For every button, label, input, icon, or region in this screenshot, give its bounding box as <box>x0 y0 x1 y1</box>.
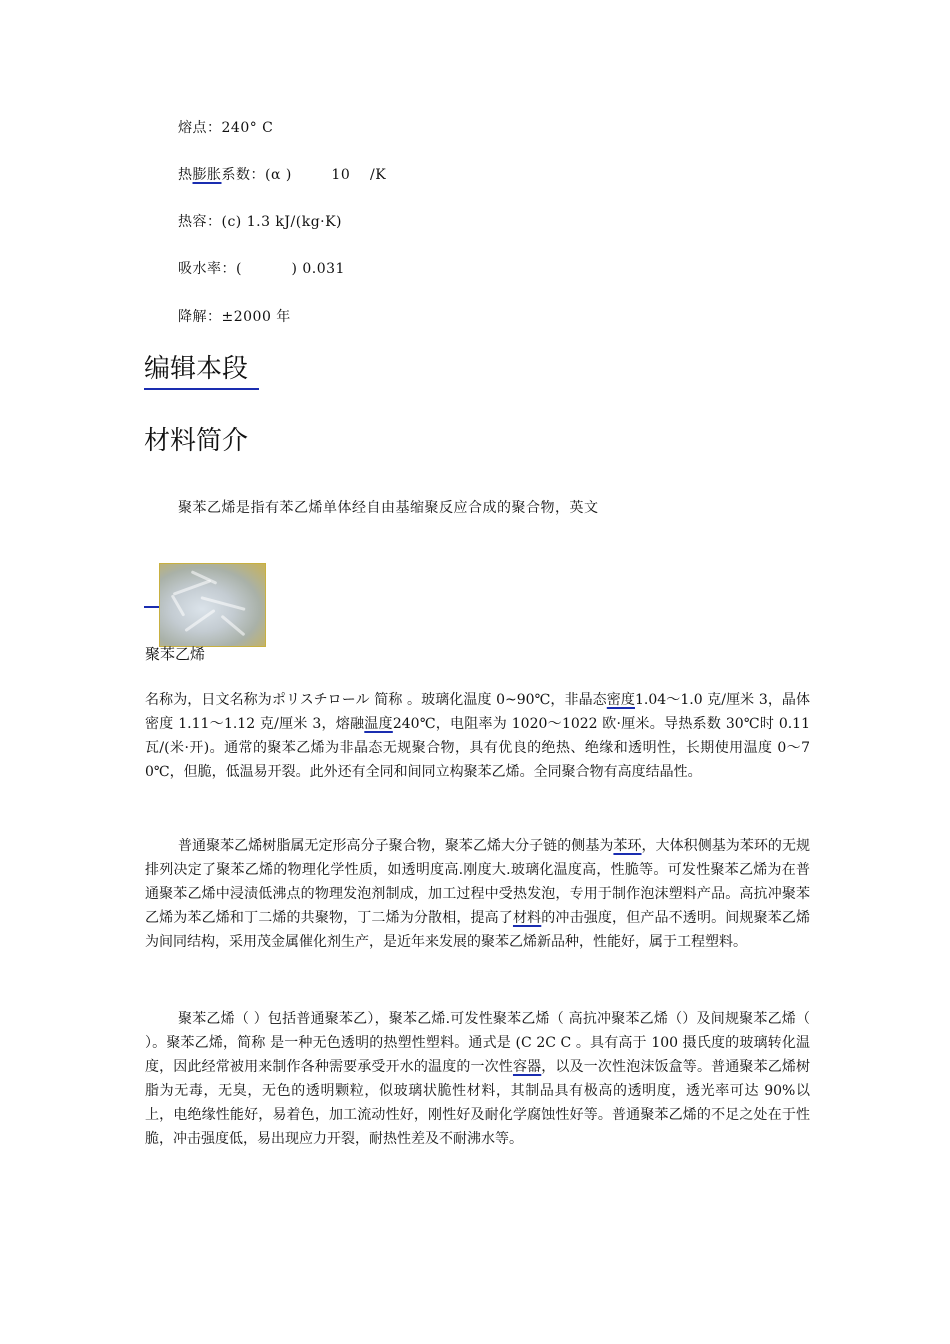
image-link-underline <box>144 606 159 608</box>
link-container[interactable]: 容器 <box>512 1059 542 1075</box>
property-label: 降解： <box>178 309 222 325</box>
property-value: 240° C <box>221 120 274 136</box>
edit-section-link[interactable]: 编辑本段 <box>144 354 249 384</box>
link-benzene-ring[interactable]: 苯环 <box>613 838 642 854</box>
property-melting-point <box>178 117 273 139</box>
property-value: ±2000 年 <box>221 309 291 325</box>
paragraph-text: 的冲击强度，但产品不透明。间规聚苯乙烯为间同结构，采用茂金属催化剂生产，是近年来发展的聚苯乙烯新品种，性能好，属于工程塑料。 <box>145 910 811 950</box>
image-caption: 聚苯乙烯 <box>145 645 206 663</box>
property-water-absorption <box>178 258 345 280</box>
property-label: 熔点： <box>178 120 222 136</box>
link-density[interactable]: 密度 <box>606 692 635 708</box>
paragraph-2 <box>145 834 810 954</box>
paragraph-1 <box>145 688 810 784</box>
property-thermal-expansion <box>178 164 386 186</box>
property-value: (α ) 10 /K <box>265 167 387 183</box>
property-label: 吸水率： <box>178 261 236 277</box>
link-temperature[interactable]: 温度 <box>364 716 393 732</box>
paragraph-text: ，以及一次性泡沫饭盒等。普通聚苯乙烯树脂为无毒，无臭，无色的透明颗粒，似玻璃状脆性材料，其制品具有极高的透明度，透光率可达 90%以上，电绝缘性能好，易着色，加工流动性好，刚性好及耐化学腐蚀性好等。普通聚苯乙烯的不足之处在于性脆，冲击强度低，易出现应力开裂，耐热性差及不耐沸水等。 <box>145 1059 811 1147</box>
property-degradation <box>178 306 291 328</box>
intro-sentence: 聚苯乙烯是指有苯乙烯单体经自由基缩聚反应合成的聚合物，英文 <box>178 500 599 516</box>
edit-section-underline <box>144 388 259 390</box>
property-label-post: 系数： <box>221 167 265 183</box>
property-value: ( ) 0.031 <box>236 261 345 277</box>
paragraph-text: 普通聚苯乙烯树脂属无定形高分子聚合物，聚苯乙烯大分子链的侧基为 <box>178 838 614 854</box>
property-label-pre: 热 <box>178 167 193 183</box>
paragraph-text: 240℃，电阻率为 1020～1022 欧·厘米。导热系数 30℃时 0.11 瓦/(米·开)。通常的聚苯乙烯为非晶态无规聚合物，具有优良的绝热、绝缘和透明性，长期使用温度 0～70℃，但脆，低温易开裂。此外还有全同和间同立构聚苯乙烯。全同聚合物有高度结晶性。 <box>145 716 810 780</box>
paragraph-text: 1.04～1.0 克/厘米 3，晶体密度 1.11～1.12 克/厘米 3，熔融 <box>145 692 811 732</box>
polystyrene-pellets-image[interactable] <box>159 563 266 647</box>
property-label: 热容： <box>178 214 222 230</box>
property-heat-capacity <box>178 211 342 233</box>
link-expansion[interactable]: 膨胀 <box>192 167 222 183</box>
link-material[interactable]: 材料 <box>512 910 542 926</box>
paragraph-text: 名称为，日文名称为ポリスチロール 简称 。玻璃化温度 0~90℃，非晶态 <box>145 692 607 708</box>
property-value: (c) 1.3 kJ/(kg·K) <box>221 214 343 230</box>
paragraph-text: ，大体积侧基为苯环的无规排列决定了聚苯乙烯的物理化学性质，如透明度高.刚度大.玻璃化温度高，性脆等。可发性聚苯乙烯为在普通聚苯乙烯中浸渍低沸点的物理发泡剂制成，加工过程中受热发泡，专用于制作泡沫塑料产品。高抗冲聚苯乙烯为苯乙烯和丁二烯的共聚物，丁二烯为分散相，提高了 <box>145 838 811 926</box>
section-title-material-intro: 材料简介 <box>144 426 249 456</box>
paragraph-3 <box>145 1007 810 1151</box>
paragraph-text: 聚苯乙烯（ ）包括普通聚苯乙），聚苯乙烯.可发性聚苯乙烯（ 高抗冲聚苯乙烯（）及间规聚苯乙烯（ ）。聚苯乙烯，简称 是一种无色透明的热塑性塑料。通式是 (C 2C C 。具有高于 100 摄氏度的玻璃转化温度，因此经常被用来制作各种需要承受开水的温度的一次性 <box>145 1011 810 1075</box>
